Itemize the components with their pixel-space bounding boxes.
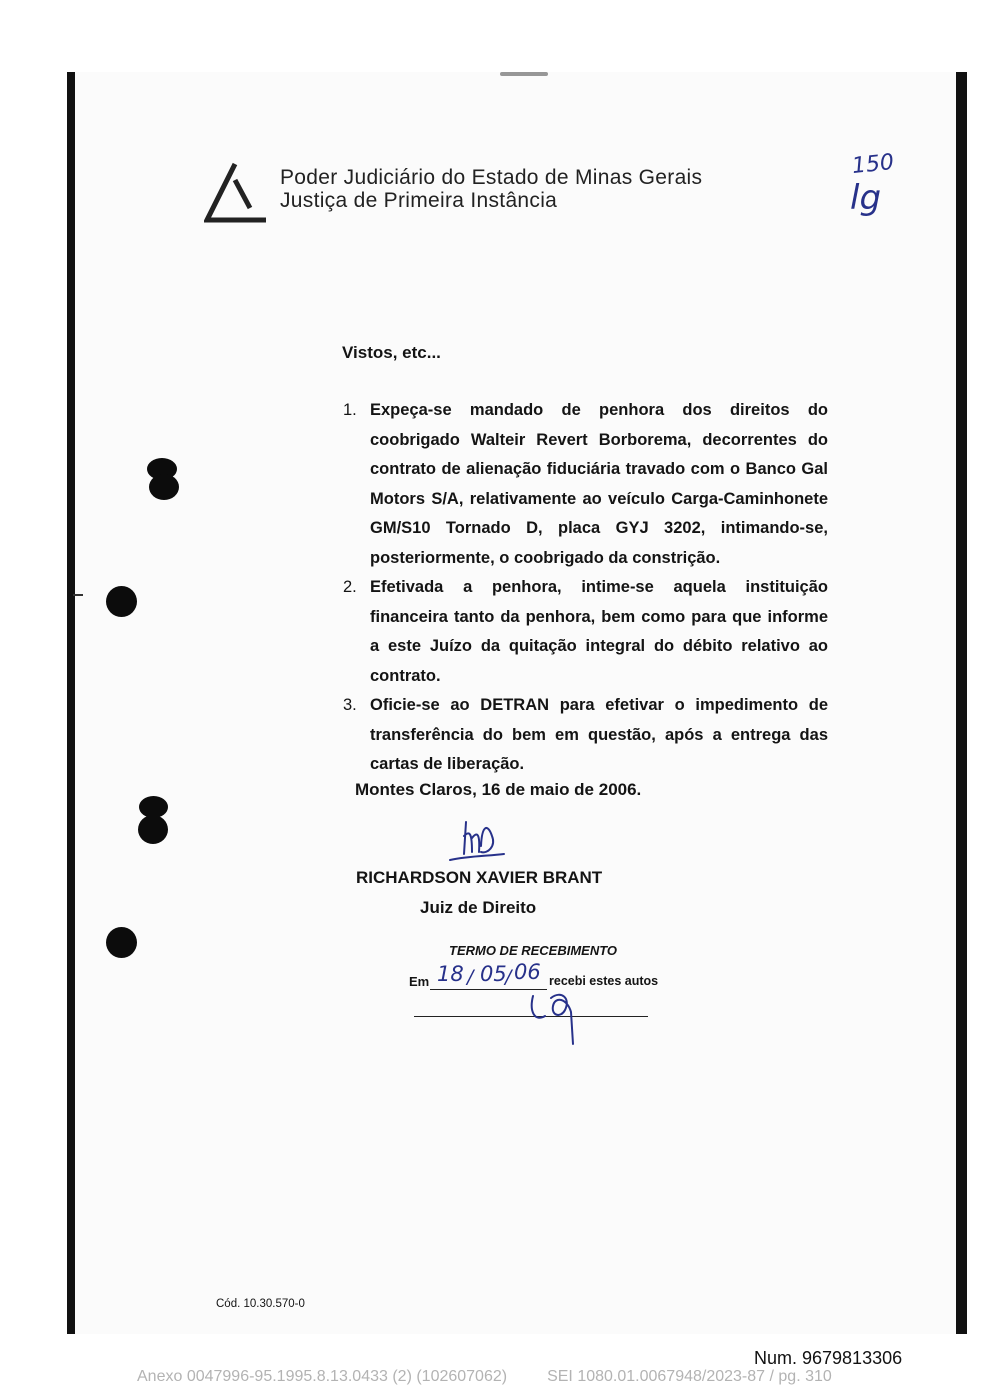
- judge-role: Juiz de Direito: [420, 898, 537, 917]
- opening-phrase: Vistos, etc...: [342, 343, 441, 362]
- list-item: [343, 691, 828, 780]
- place-and-date: Montes Claros, 16 de maio de 2006.: [355, 780, 642, 799]
- decision-items: [343, 396, 828, 780]
- handwritten-page-number: 150: [850, 149, 896, 180]
- item-text: Efetivada a penhora, intime-se aquela instituição financeira tanto da penhora, bem como para que informe a este Juízo da quitação integral do débito relativo ao contrato.: [370, 578, 828, 685]
- item-text: Expeça-se mandado de penhora dos direitos do coobrigado Walteir Revert Borborema, decorrentes do contrato de alienação fiduciária travado com o Banco Gal Motors S/A, relativamente ao veículo Carga-Caminhonete GM/S10 Tornado D, placa GYJ 3202, intimando-se, posteriormente, o coobrigado da constrição.: [370, 401, 828, 567]
- receipt-title: TERMO DE RECEBIMENTO: [449, 943, 618, 958]
- receipt-prefix: Em: [409, 974, 430, 989]
- item-number: 3.: [343, 696, 357, 714]
- punch-hole: [149, 474, 179, 500]
- court-name: Poder Judiciário do Estado de Minas Gerais: [280, 166, 703, 189]
- scan-mark: [73, 594, 83, 596]
- receipt-suffix: recebi estes autos: [549, 974, 659, 988]
- receipt-signature: [527, 982, 587, 1053]
- item-number: 1.: [343, 401, 357, 419]
- scan-edge-left: [67, 72, 75, 1334]
- punch-hole: [106, 586, 137, 617]
- handwritten-initials: lg: [850, 178, 882, 218]
- scan-smudge: [500, 72, 548, 76]
- receipt-year: 06: [514, 960, 541, 984]
- receipt-day: 18: [437, 962, 464, 986]
- item-number: 2.: [343, 578, 357, 596]
- receipt-sep-2: /: [505, 966, 512, 988]
- court-instance: Justiça de Primeira Instância: [280, 189, 558, 212]
- receipt-sep-1: /: [467, 966, 474, 988]
- receipt-month: 05: [480, 962, 507, 986]
- judge-signature: [448, 816, 508, 871]
- list-item: [343, 573, 828, 691]
- triangle-logo-icon: [204, 162, 268, 229]
- punch-hole: [106, 927, 137, 958]
- scan-edge-right: [956, 72, 967, 1334]
- punch-hole: [138, 815, 168, 844]
- annex-reference: Anexo 0047996-95.1995.8.13.0433 (2) (102607062) SEI 1080.01.0067948/2023-87 / pg. 310: [137, 1368, 832, 1385]
- list-item: [343, 396, 828, 573]
- form-code: Cód. 10.30.570-0: [216, 1298, 305, 1310]
- judge-name: RICHARDSON XAVIER BRANT: [356, 868, 603, 887]
- document-number: Num. 9679813306: [754, 1348, 903, 1368]
- item-text: Oficie-se ao DETRAN para efetivar o impedimento de transferência do bem em questão, após a entrega das cartas de liberação.: [370, 696, 828, 773]
